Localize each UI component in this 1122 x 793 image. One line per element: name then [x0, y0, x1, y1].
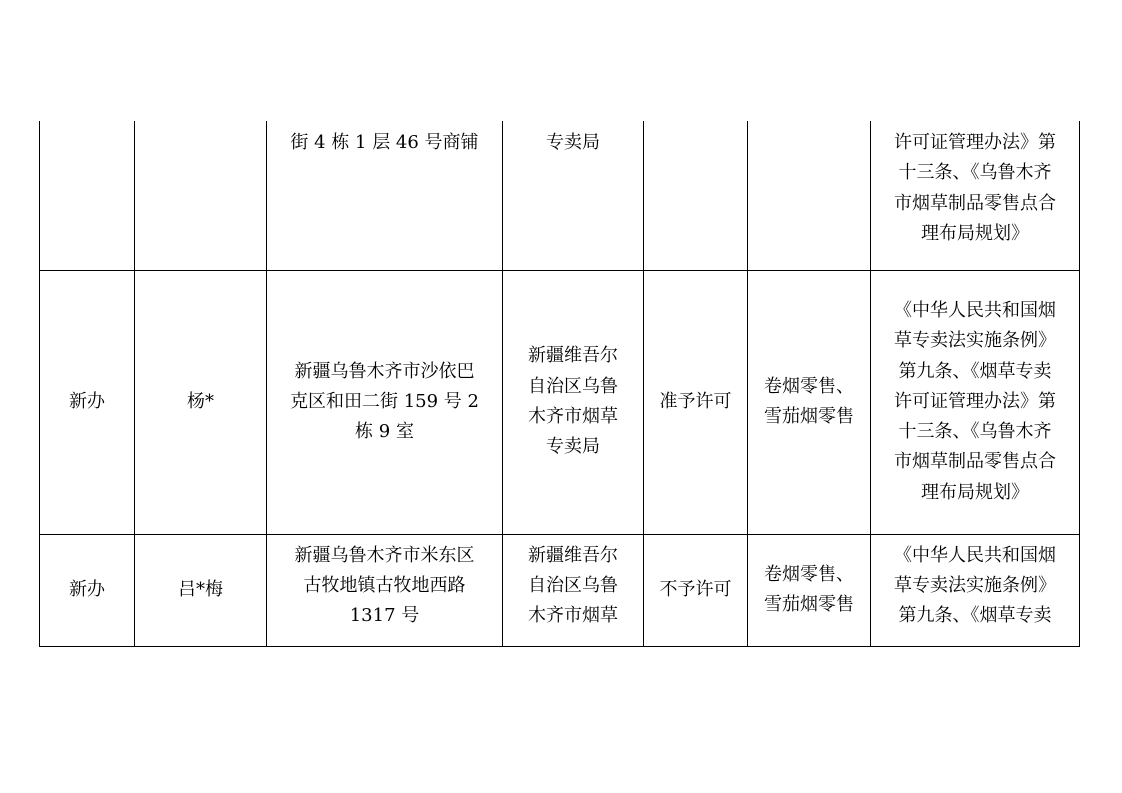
business-scope-cell: [748, 121, 871, 270]
decision-cell: 准予许可: [644, 270, 748, 534]
legal-basis-cell: 《中华人民共和国烟 草专卖法实施条例》 第九条、《烟草专卖: [871, 534, 1080, 646]
application-type-cell: 新办: [40, 270, 135, 534]
licensing-authority-cell: 新疆维吾尔 自治区乌鲁 木齐市烟草 专卖局: [503, 270, 644, 534]
legal-basis-cell: 《中华人民共和国烟 草专卖法实施条例》 第九条、《烟草专卖 许可证管理办法》第 十三条、《乌鲁木齐 市烟草制品零售点合 理布局规划》: [871, 270, 1080, 534]
licensing-authority-cell: 专卖局: [503, 121, 644, 270]
decision-cell: 不予许可: [644, 534, 748, 646]
business-address-cell: 新疆乌鲁木齐市米东区 古牧地镇古牧地西路 1317 号: [267, 534, 503, 646]
table-row: [40, 534, 1080, 646]
license-table: [39, 121, 1080, 647]
table-row: [40, 121, 1080, 270]
business-address-cell: 街 4 栋 1 层 46 号商铺: [267, 121, 503, 270]
business-scope-cell: 卷烟零售、 雪茄烟零售: [748, 270, 871, 534]
applicant-name-cell: 吕*梅: [135, 534, 267, 646]
decision-cell: [644, 121, 748, 270]
licensing-authority-cell: 新疆维吾尔 自治区乌鲁 木齐市烟草: [503, 534, 644, 646]
business-scope-cell: 卷烟零售、 雪茄烟零售: [748, 534, 871, 646]
applicant-name-cell: [135, 121, 267, 270]
application-type-cell: 新办: [40, 534, 135, 646]
applicant-name-cell: 杨*: [135, 270, 267, 534]
table-row: [40, 270, 1080, 534]
legal-basis-cell: 许可证管理办法》第 十三条、《乌鲁木齐 市烟草制品零售点合 理布局规划》: [871, 121, 1080, 270]
business-address-cell: 新疆乌鲁木齐市沙依巴 克区和田二街 159 号 2 栋 9 室: [267, 270, 503, 534]
application-type-cell: [40, 121, 135, 270]
